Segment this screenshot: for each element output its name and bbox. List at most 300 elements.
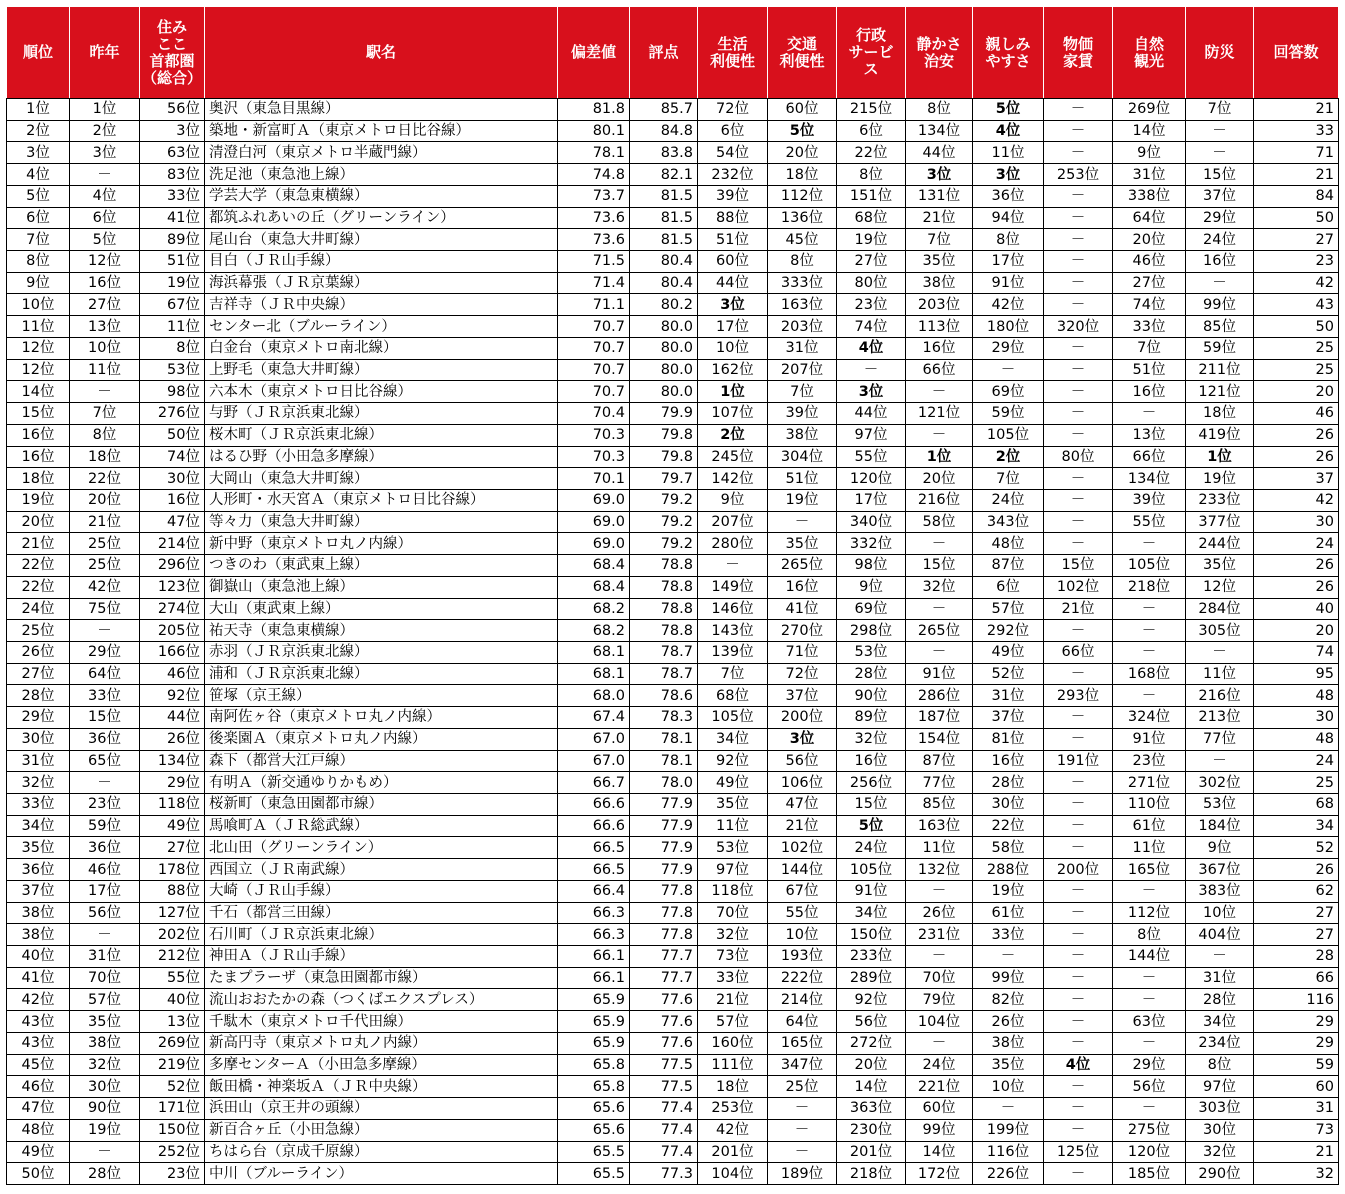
cell-living-convenience: 3位: [698, 294, 768, 316]
cell-rank: 21位: [7, 533, 70, 555]
cell-overall-rank: 202位: [140, 924, 205, 946]
cell-overall-rank: 56位: [140, 99, 205, 121]
cell-score: 78.7: [630, 663, 698, 685]
cell-station-name: 新百合ヶ丘（小田急線）: [205, 1119, 558, 1141]
cell-disaster-prevention: 34位: [1186, 1011, 1254, 1033]
table-row: [7, 424, 1339, 446]
cell-disaster-prevention: 244位: [1186, 533, 1254, 555]
cell-score: 77.8: [630, 924, 698, 946]
cell-admin-service: －: [837, 359, 906, 381]
cell-quiet-safety: 7位: [906, 229, 973, 251]
cell-friendliness: 226位: [973, 1163, 1044, 1185]
header-quiet-safety: 静かさ 治安: [906, 7, 973, 99]
cell-nature-tourism: 112位: [1113, 902, 1186, 924]
cell-quiet-safety: 70位: [906, 967, 973, 989]
cell-transport-convenience: 45位: [768, 229, 837, 251]
cell-rank: 49位: [7, 1141, 70, 1163]
cell-prices-rent: －: [1044, 359, 1113, 381]
cell-admin-service: 90位: [837, 685, 906, 707]
table-row: [7, 120, 1339, 142]
cell-transport-convenience: －: [768, 1119, 837, 1141]
cell-station-name: 西国立（ＪＲ南武線）: [205, 859, 558, 881]
cell-disaster-prevention: 234位: [1186, 1032, 1254, 1054]
header-response-count: 回答数: [1254, 7, 1339, 99]
cell-friendliness: 19位: [973, 880, 1044, 902]
cell-prices-rent: －: [1044, 663, 1113, 685]
cell-nature-tourism: 27位: [1113, 272, 1186, 294]
cell-response-count: 33: [1254, 120, 1339, 142]
cell-transport-convenience: 71位: [768, 641, 837, 663]
cell-station-name: 新中野（東京メトロ丸ノ内線）: [205, 533, 558, 555]
cell-deviation: 70.4: [558, 403, 630, 425]
cell-transport-convenience: 136位: [768, 207, 837, 229]
cell-rank: 22位: [7, 576, 70, 598]
table-row: [7, 1032, 1339, 1054]
cell-score: 78.3: [630, 707, 698, 729]
cell-rank: 20位: [7, 511, 70, 533]
cell-prices-rent: －: [1044, 772, 1113, 794]
cell-disaster-prevention: 85位: [1186, 316, 1254, 338]
cell-score: 78.8: [630, 598, 698, 620]
cell-transport-convenience: 51位: [768, 468, 837, 490]
cell-station-name: 赤羽（ＪＲ京浜東北線）: [205, 641, 558, 663]
cell-nature-tourism: 64位: [1113, 207, 1186, 229]
cell-living-convenience: 21位: [698, 989, 768, 1011]
cell-quiet-safety: －: [906, 381, 973, 403]
cell-score: 83.8: [630, 142, 698, 164]
cell-rank: 43位: [7, 1011, 70, 1033]
cell-disaster-prevention: 233位: [1186, 489, 1254, 511]
cell-station-name: 森下（都営大江戸線）: [205, 750, 558, 772]
cell-living-convenience: 88位: [698, 207, 768, 229]
cell-prices-rent: －: [1044, 1098, 1113, 1120]
cell-friendliness: 48位: [973, 533, 1044, 555]
cell-nature-tourism: 33位: [1113, 316, 1186, 338]
cell-friendliness: －: [973, 359, 1044, 381]
cell-rank: 28位: [7, 685, 70, 707]
cell-station-name: 神田Ａ（ＪＲ山手線）: [205, 946, 558, 968]
cell-disaster-prevention: 12位: [1186, 576, 1254, 598]
cell-deviation: 66.7: [558, 772, 630, 794]
cell-overall-rank: 50位: [140, 424, 205, 446]
header-disaster-prevention: 防災: [1186, 7, 1254, 99]
cell-nature-tourism: 46位: [1113, 251, 1186, 273]
cell-station-name: 新高円寺（東京メトロ丸ノ内線）: [205, 1032, 558, 1054]
cell-rank: 42位: [7, 989, 70, 1011]
cell-disaster-prevention: 211位: [1186, 359, 1254, 381]
cell-admin-service: 56位: [837, 1011, 906, 1033]
cell-transport-convenience: －: [768, 511, 837, 533]
cell-transport-convenience: 20位: [768, 142, 837, 164]
cell-admin-service: 23位: [837, 294, 906, 316]
cell-deviation: 80.1: [558, 120, 630, 142]
cell-rank: 26位: [7, 641, 70, 663]
cell-friendliness: 343位: [973, 511, 1044, 533]
cell-station-name: 多摩センターＡ（小田急多摩線）: [205, 1054, 558, 1076]
cell-prices-rent: －: [1044, 489, 1113, 511]
cell-admin-service: 17位: [837, 489, 906, 511]
cell-last-year: 30位: [70, 1076, 140, 1098]
cell-admin-service: 289位: [837, 967, 906, 989]
cell-score: 80.0: [630, 316, 698, 338]
cell-overall-rank: 219位: [140, 1054, 205, 1076]
cell-score: 77.8: [630, 880, 698, 902]
cell-deviation: 66.4: [558, 880, 630, 902]
header-nature-tourism: 自然 観光: [1113, 7, 1186, 99]
cell-friendliness: 10位: [973, 1076, 1044, 1098]
header-rank: 順位: [7, 7, 70, 99]
header-overall-rank: 住み ここ 首都圏 （総合）: [140, 7, 205, 99]
cell-overall-rank: 63位: [140, 142, 205, 164]
cell-friendliness: 36位: [973, 185, 1044, 207]
cell-rank: 12位: [7, 359, 70, 381]
cell-last-year: 25位: [70, 533, 140, 555]
cell-rank: 35位: [7, 837, 70, 859]
cell-deviation: 66.5: [558, 859, 630, 881]
cell-nature-tourism: 8位: [1113, 924, 1186, 946]
table-row: [7, 294, 1339, 316]
cell-overall-rank: 127位: [140, 902, 205, 924]
cell-nature-tourism: 91位: [1113, 728, 1186, 750]
cell-rank: 24位: [7, 598, 70, 620]
cell-friendliness: 37位: [973, 707, 1044, 729]
cell-last-year: 19位: [70, 1119, 140, 1141]
cell-deviation: 73.6: [558, 229, 630, 251]
cell-transport-convenience: 5位: [768, 120, 837, 142]
cell-station-name: 学芸大学（東急東横線）: [205, 185, 558, 207]
cell-prices-rent: －: [1044, 120, 1113, 142]
cell-station-name: 石川町（ＪＲ京浜東北線）: [205, 924, 558, 946]
cell-transport-convenience: 214位: [768, 989, 837, 1011]
cell-friendliness: 28位: [973, 772, 1044, 794]
cell-nature-tourism: 55位: [1113, 511, 1186, 533]
cell-living-convenience: 73位: [698, 946, 768, 968]
cell-response-count: 52: [1254, 837, 1339, 859]
cell-response-count: 27: [1254, 902, 1339, 924]
table-row: [7, 381, 1339, 403]
cell-score: 77.7: [630, 967, 698, 989]
cell-score: 77.8: [630, 902, 698, 924]
cell-rank: 10位: [7, 294, 70, 316]
cell-station-name: 南阿佐ヶ谷（東京メトロ丸ノ内線）: [205, 707, 558, 729]
cell-overall-rank: 8位: [140, 337, 205, 359]
cell-nature-tourism: 269位: [1113, 99, 1186, 121]
table-row: [7, 880, 1339, 902]
cell-deviation: 66.6: [558, 815, 630, 837]
cell-nature-tourism: 14位: [1113, 120, 1186, 142]
cell-rank: 16位: [7, 446, 70, 468]
table-row: [7, 924, 1339, 946]
cell-living-convenience: 104位: [698, 1163, 768, 1185]
cell-prices-rent: －: [1044, 142, 1113, 164]
cell-rank: 48位: [7, 1119, 70, 1141]
cell-score: 79.8: [630, 424, 698, 446]
cell-quiet-safety: 187位: [906, 707, 973, 729]
cell-score: 78.7: [630, 641, 698, 663]
cell-disaster-prevention: 16位: [1186, 251, 1254, 273]
header-prices-rent: 物価 家賃: [1044, 7, 1113, 99]
cell-living-convenience: 34位: [698, 728, 768, 750]
cell-station-name: 吉祥寺（ＪＲ中央線）: [205, 294, 558, 316]
cell-overall-rank: 29位: [140, 772, 205, 794]
cell-nature-tourism: 271位: [1113, 772, 1186, 794]
cell-transport-convenience: 165位: [768, 1032, 837, 1054]
cell-transport-convenience: 16位: [768, 576, 837, 598]
cell-admin-service: 27位: [837, 251, 906, 273]
cell-overall-rank: 166位: [140, 641, 205, 663]
cell-last-year: 23位: [70, 794, 140, 816]
cell-admin-service: 22位: [837, 142, 906, 164]
cell-admin-service: 74位: [837, 316, 906, 338]
cell-quiet-safety: 132位: [906, 859, 973, 881]
cell-deviation: 67.4: [558, 707, 630, 729]
cell-prices-rent: －: [1044, 381, 1113, 403]
cell-transport-convenience: 35位: [768, 533, 837, 555]
cell-score: 77.3: [630, 1163, 698, 1185]
cell-rank: 11位: [7, 316, 70, 338]
cell-living-convenience: 245位: [698, 446, 768, 468]
cell-response-count: 28: [1254, 946, 1339, 968]
cell-rank: 31位: [7, 750, 70, 772]
cell-living-convenience: 33位: [698, 967, 768, 989]
cell-nature-tourism: 23位: [1113, 750, 1186, 772]
cell-response-count: 95: [1254, 663, 1339, 685]
cell-friendliness: 57位: [973, 598, 1044, 620]
cell-score: 79.2: [630, 511, 698, 533]
cell-disaster-prevention: －: [1186, 750, 1254, 772]
cell-quiet-safety: 11位: [906, 837, 973, 859]
cell-response-count: 60: [1254, 1076, 1339, 1098]
cell-deviation: 68.1: [558, 641, 630, 663]
cell-rank: 1位: [7, 99, 70, 121]
cell-rank: 7位: [7, 229, 70, 251]
cell-disaster-prevention: 29位: [1186, 207, 1254, 229]
cell-rank: 43位: [7, 1032, 70, 1054]
cell-disaster-prevention: 8位: [1186, 1054, 1254, 1076]
cell-station-name: 千石（都営三田線）: [205, 902, 558, 924]
cell-transport-convenience: 21位: [768, 815, 837, 837]
cell-admin-service: 105位: [837, 859, 906, 881]
cell-station-name: たまプラーザ（東急田園都市線）: [205, 967, 558, 989]
cell-overall-rank: 23位: [140, 1163, 205, 1185]
cell-transport-convenience: 3位: [768, 728, 837, 750]
cell-prices-rent: 191位: [1044, 750, 1113, 772]
cell-prices-rent: 320位: [1044, 316, 1113, 338]
cell-score: 78.1: [630, 750, 698, 772]
cell-friendliness: 31位: [973, 685, 1044, 707]
cell-transport-convenience: －: [768, 1098, 837, 1120]
cell-admin-service: 44位: [837, 403, 906, 425]
cell-admin-service: 20位: [837, 1054, 906, 1076]
cell-living-convenience: 111位: [698, 1054, 768, 1076]
cell-friendliness: 59位: [973, 403, 1044, 425]
table-row: [7, 794, 1339, 816]
cell-station-name: 与野（ＪＲ京浜東北線）: [205, 403, 558, 425]
cell-quiet-safety: 58位: [906, 511, 973, 533]
cell-station-name: 御嶽山（東急池上線）: [205, 576, 558, 598]
cell-score: 79.7: [630, 468, 698, 490]
header-last-year: 昨年: [70, 7, 140, 99]
cell-quiet-safety: 35位: [906, 251, 973, 273]
cell-response-count: 29: [1254, 1011, 1339, 1033]
cell-prices-rent: －: [1044, 207, 1113, 229]
cell-disaster-prevention: 290位: [1186, 1163, 1254, 1185]
cell-prices-rent: 200位: [1044, 859, 1113, 881]
cell-prices-rent: －: [1044, 337, 1113, 359]
cell-nature-tourism: －: [1113, 641, 1186, 663]
cell-score: 77.4: [630, 1098, 698, 1120]
cell-friendliness: 99位: [973, 967, 1044, 989]
cell-transport-convenience: 102位: [768, 837, 837, 859]
table-row: [7, 859, 1339, 881]
cell-response-count: 37: [1254, 468, 1339, 490]
cell-last-year: －: [70, 924, 140, 946]
cell-overall-rank: 134位: [140, 750, 205, 772]
table-row: [7, 489, 1339, 511]
cell-deviation: 65.5: [558, 1141, 630, 1163]
cell-living-convenience: 118位: [698, 880, 768, 902]
table-row: [7, 359, 1339, 381]
cell-admin-service: 14位: [837, 1076, 906, 1098]
cell-living-convenience: 54位: [698, 142, 768, 164]
cell-overall-rank: 3位: [140, 120, 205, 142]
cell-quiet-safety: 104位: [906, 1011, 973, 1033]
cell-nature-tourism: 39位: [1113, 489, 1186, 511]
cell-score: 77.6: [630, 989, 698, 1011]
cell-response-count: 48: [1254, 685, 1339, 707]
cell-friendliness: 24位: [973, 489, 1044, 511]
cell-prices-rent: －: [1044, 728, 1113, 750]
cell-station-name: 浜田山（京王井の頭線）: [205, 1098, 558, 1120]
cell-rank: 19位: [7, 489, 70, 511]
cell-quiet-safety: 154位: [906, 728, 973, 750]
cell-station-name: 六本木（東京メトロ日比谷線）: [205, 381, 558, 403]
cell-prices-rent: 4位: [1044, 1054, 1113, 1076]
cell-score: 77.7: [630, 946, 698, 968]
cell-prices-rent: 253位: [1044, 164, 1113, 186]
cell-disaster-prevention: 377位: [1186, 511, 1254, 533]
cell-quiet-safety: 79位: [906, 989, 973, 1011]
cell-overall-rank: 89位: [140, 229, 205, 251]
cell-score: 81.5: [630, 229, 698, 251]
cell-last-year: 31位: [70, 946, 140, 968]
cell-deviation: 71.5: [558, 251, 630, 273]
cell-disaster-prevention: 9位: [1186, 837, 1254, 859]
cell-admin-service: 5位: [837, 815, 906, 837]
cell-overall-rank: 40位: [140, 989, 205, 1011]
cell-station-name: つきのわ（東武東上線）: [205, 555, 558, 577]
cell-station-name: 奥沢（東急目黒線）: [205, 99, 558, 121]
cell-overall-rank: 67位: [140, 294, 205, 316]
cell-living-convenience: 44位: [698, 272, 768, 294]
cell-prices-rent: －: [1044, 403, 1113, 425]
cell-response-count: 84: [1254, 185, 1339, 207]
table-row: [7, 620, 1339, 642]
cell-station-name: 白金台（東京メトロ南北線）: [205, 337, 558, 359]
cell-deviation: 68.2: [558, 620, 630, 642]
cell-disaster-prevention: －: [1186, 946, 1254, 968]
header-admin-service: 行政 サービ ス: [837, 7, 906, 99]
cell-disaster-prevention: 383位: [1186, 880, 1254, 902]
cell-deviation: 70.1: [558, 468, 630, 490]
cell-last-year: －: [70, 164, 140, 186]
cell-quiet-safety: 32位: [906, 576, 973, 598]
cell-last-year: 5位: [70, 229, 140, 251]
cell-score: 77.4: [630, 1141, 698, 1163]
cell-prices-rent: 293位: [1044, 685, 1113, 707]
table-row: [7, 641, 1339, 663]
cell-last-year: 18位: [70, 446, 140, 468]
cell-nature-tourism: 31位: [1113, 164, 1186, 186]
cell-nature-tourism: －: [1113, 1032, 1186, 1054]
cell-score: 78.6: [630, 685, 698, 707]
cell-nature-tourism: 16位: [1113, 381, 1186, 403]
cell-rank: 5位: [7, 185, 70, 207]
cell-deviation: 71.1: [558, 294, 630, 316]
table-row: [7, 164, 1339, 186]
cell-prices-rent: －: [1044, 185, 1113, 207]
cell-deviation: 66.1: [558, 967, 630, 989]
cell-rank: 6位: [7, 207, 70, 229]
cell-response-count: 74: [1254, 641, 1339, 663]
cell-response-count: 21: [1254, 1141, 1339, 1163]
table-row: [7, 468, 1339, 490]
cell-quiet-safety: －: [906, 946, 973, 968]
cell-overall-rank: 41位: [140, 207, 205, 229]
cell-score: 80.0: [630, 359, 698, 381]
cell-rank: 38位: [7, 902, 70, 924]
cell-disaster-prevention: 99位: [1186, 294, 1254, 316]
cell-living-convenience: 107位: [698, 403, 768, 425]
cell-overall-rank: 276位: [140, 403, 205, 425]
cell-last-year: 20位: [70, 489, 140, 511]
cell-response-count: 34: [1254, 815, 1339, 837]
cell-admin-service: 230位: [837, 1119, 906, 1141]
cell-admin-service: 215位: [837, 99, 906, 121]
cell-disaster-prevention: －: [1186, 120, 1254, 142]
cell-last-year: 90位: [70, 1098, 140, 1120]
cell-prices-rent: －: [1044, 924, 1113, 946]
ranking-table-container: [6, 6, 1339, 1185]
cell-friendliness: 81位: [973, 728, 1044, 750]
cell-station-name: 流山おおたかの森（つくばエクスプレス）: [205, 989, 558, 1011]
cell-nature-tourism: 20位: [1113, 229, 1186, 251]
cell-transport-convenience: 60位: [768, 99, 837, 121]
cell-last-year: 1位: [70, 99, 140, 121]
cell-last-year: 25位: [70, 555, 140, 577]
cell-friendliness: 17位: [973, 251, 1044, 273]
cell-station-name: 洗足池（東急池上線）: [205, 164, 558, 186]
cell-overall-rank: 11位: [140, 316, 205, 338]
cell-nature-tourism: 144位: [1113, 946, 1186, 968]
cell-station-name: 海浜幕張（ＪＲ京葉線）: [205, 272, 558, 294]
cell-nature-tourism: 105位: [1113, 555, 1186, 577]
cell-rank: 18位: [7, 468, 70, 490]
cell-response-count: 73: [1254, 1119, 1339, 1141]
table-row: [7, 902, 1339, 924]
cell-overall-rank: 13位: [140, 1011, 205, 1033]
cell-prices-rent: －: [1044, 1032, 1113, 1054]
cell-living-convenience: 35位: [698, 794, 768, 816]
cell-score: 80.2: [630, 294, 698, 316]
cell-deviation: 78.1: [558, 142, 630, 164]
cell-admin-service: 298位: [837, 620, 906, 642]
cell-living-convenience: 49位: [698, 772, 768, 794]
cell-prices-rent: －: [1044, 707, 1113, 729]
cell-friendliness: 180位: [973, 316, 1044, 338]
cell-deviation: 66.5: [558, 837, 630, 859]
cell-station-name: 中川（ブルーライン）: [205, 1163, 558, 1185]
